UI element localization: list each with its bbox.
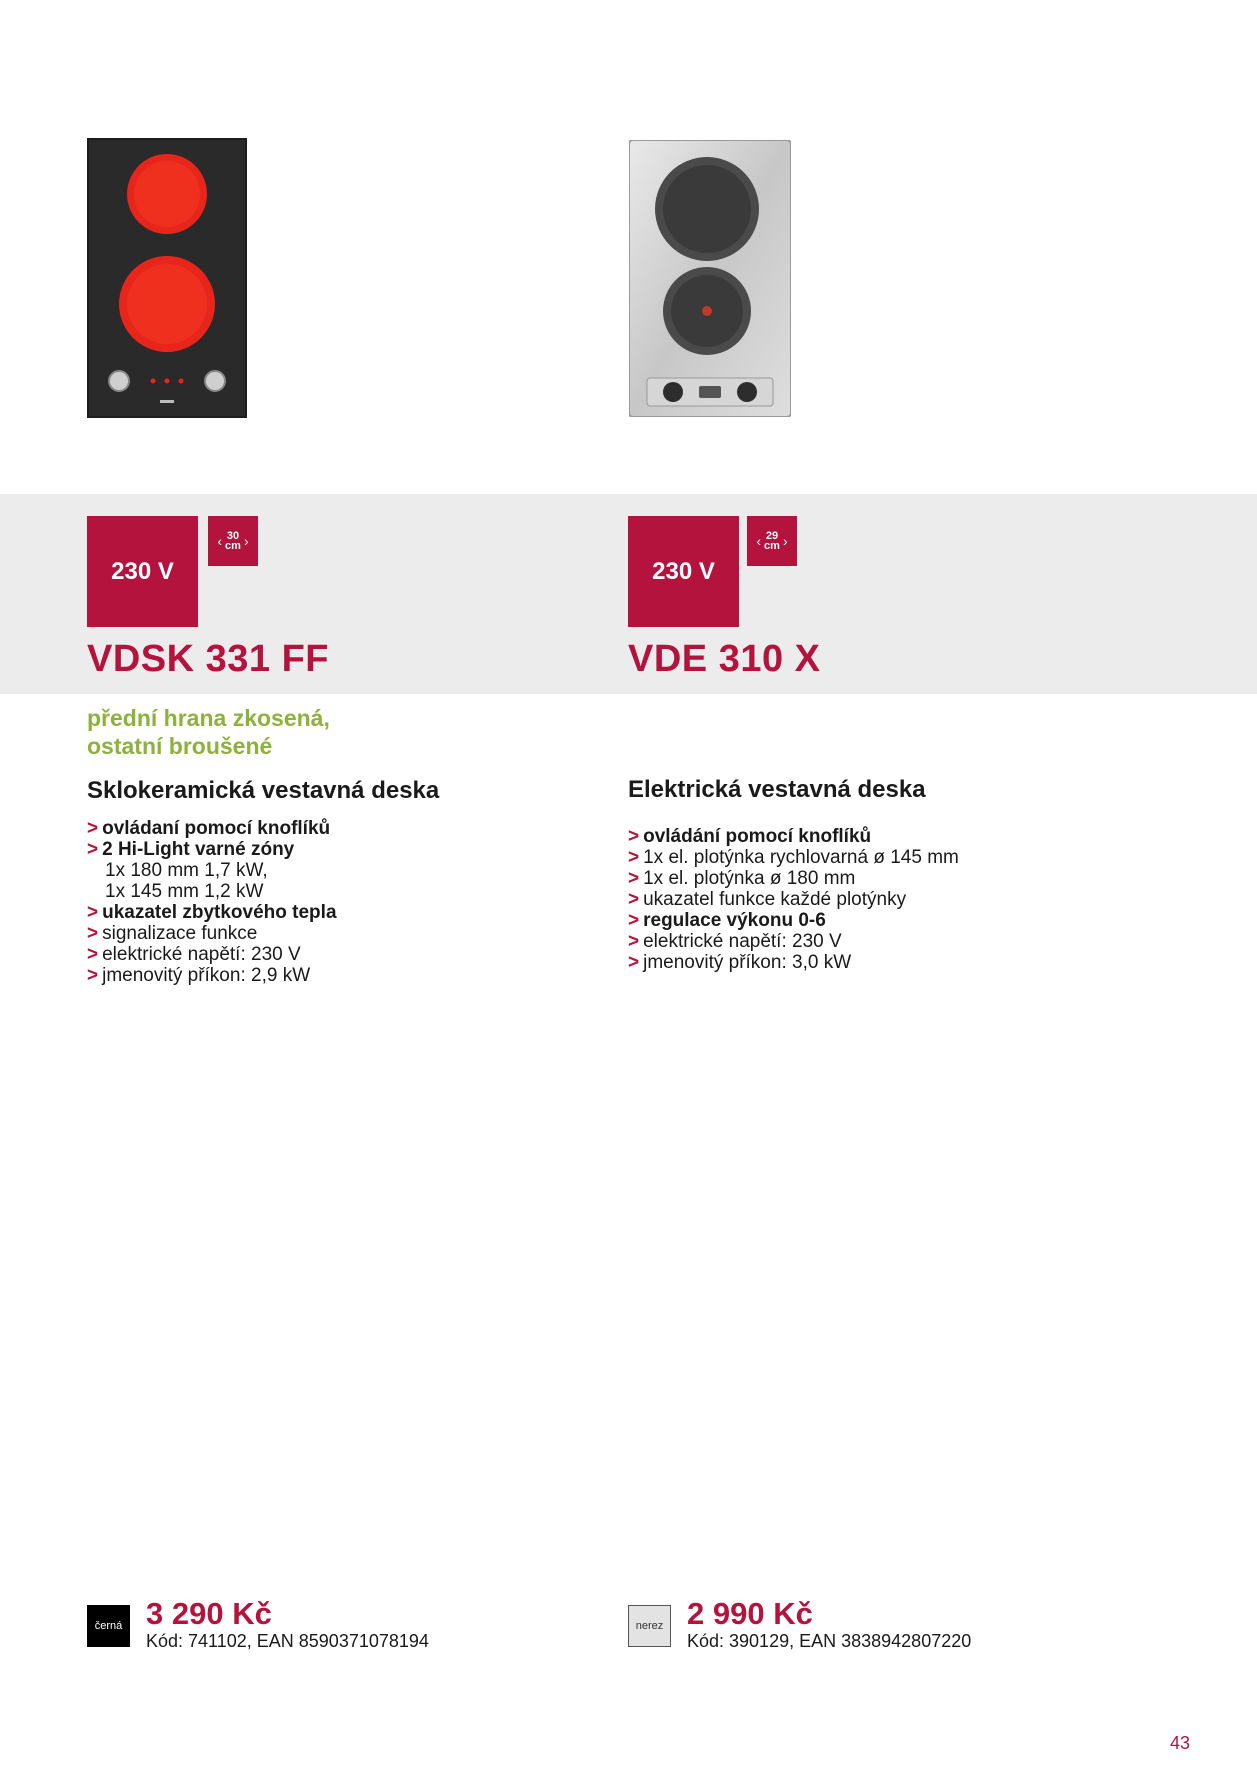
feature-text: 1x el. plotýnka rychlovarná ø 145 mm — [643, 847, 959, 868]
feature-list — [87, 818, 337, 986]
feature-text: 1x 180 mm 1,7 kW, — [105, 860, 268, 881]
feature-text: signalizace funkce — [102, 923, 258, 944]
feature-item — [87, 839, 337, 860]
arrow-bullet-icon: > — [628, 952, 640, 973]
chevron-right-icon: › — [782, 533, 788, 549]
width-badge — [208, 516, 258, 566]
arrow-bullet-icon: > — [628, 868, 640, 889]
product-card-vde-310-x — [541, 0, 1061, 1785]
product-code: Kód: 741102, EAN 8590371078194 — [146, 1631, 429, 1651]
feature-item — [628, 910, 959, 931]
feature-item — [87, 860, 337, 881]
page-number: 43 — [1170, 1733, 1191, 1753]
product-type: Sklokeramická vestavná deska — [87, 777, 440, 804]
arrow-bullet-icon: > — [87, 965, 99, 986]
feature-item — [87, 818, 337, 839]
ceramic-hob-photo — [87, 138, 247, 418]
price: 2 990 Kč — [687, 1596, 813, 1631]
arrow-bullet-icon: > — [628, 910, 640, 931]
chevron-left-icon: ‹ — [756, 533, 762, 549]
arrow-bullet-icon: > — [87, 818, 99, 839]
feature-text: ovládaní pomocí knoflíků — [102, 818, 331, 839]
model-title: VDSK 331 FF — [87, 638, 330, 680]
feature-item — [628, 826, 959, 847]
arrow-bullet-icon: > — [628, 847, 640, 868]
product-type: Elektrická vestavná deska — [628, 776, 926, 803]
feature-item — [87, 965, 337, 986]
chevron-left-icon: ‹ — [217, 533, 223, 549]
electric-hob-photo — [629, 140, 791, 417]
chevron-right-icon: › — [243, 533, 249, 549]
feature-item — [628, 931, 959, 952]
model-title: VDE 310 X — [628, 638, 821, 680]
voltage-badge: 230 V — [628, 516, 739, 627]
feature-item — [87, 944, 337, 965]
feature-item — [628, 952, 959, 973]
voltage-badge: 230 V — [87, 516, 198, 627]
arrow-bullet-icon: > — [628, 889, 640, 910]
edge-note-line: přední hrana zkosená, — [87, 705, 330, 731]
feature-item — [87, 902, 337, 923]
feature-text: elektrické napětí: 230 V — [102, 944, 301, 965]
feature-item — [628, 868, 959, 889]
feature-item — [87, 923, 337, 944]
feature-text: regulace výkonu 0-6 — [643, 910, 826, 931]
edge-finish-note — [87, 704, 330, 760]
feature-text: jmenovitý příkon: 2,9 kW — [102, 965, 311, 986]
feature-text: elektrické napětí: 230 V — [643, 931, 842, 952]
arrow-bullet-icon: > — [628, 931, 640, 952]
arrow-bullet-icon: > — [87, 839, 99, 860]
feature-text: 1x 145 mm 1,2 kW — [105, 881, 264, 902]
feature-item — [628, 889, 959, 910]
product-card-vdsk-331-ff — [0, 0, 520, 1785]
feature-list — [628, 826, 959, 973]
feature-text: ukazatel zbytkového tepla — [102, 902, 337, 923]
price: 3 290 Kč — [146, 1596, 272, 1631]
product-code: Kód: 390129, EAN 3838942807220 — [687, 1631, 972, 1651]
feature-text: 2 Hi-Light varné zóny — [102, 839, 295, 860]
feature-text: ukazatel funkce každé plotýnky — [643, 889, 907, 910]
arrow-bullet-icon: > — [87, 944, 99, 965]
color-swatch: nerez — [628, 1605, 671, 1647]
width-unit: cm — [764, 540, 780, 552]
arrow-bullet-icon: > — [87, 902, 99, 923]
width-unit: cm — [225, 540, 241, 552]
feature-item — [87, 881, 337, 902]
width-value: 29 — [765, 530, 779, 542]
feature-item — [628, 847, 959, 868]
arrow-bullet-icon: > — [87, 923, 99, 944]
arrow-bullet-icon: > — [628, 826, 640, 847]
feature-text: 1x el. plotýnka ø 180 mm — [643, 868, 856, 889]
width-badge — [747, 516, 797, 566]
feature-text: jmenovitý příkon: 3,0 kW — [643, 952, 852, 973]
edge-note-line: ostatní broušené — [87, 733, 273, 759]
width-value: 30 — [226, 530, 240, 542]
feature-text: ovládání pomocí knoflíků — [643, 826, 872, 847]
color-swatch: černá — [87, 1605, 130, 1647]
